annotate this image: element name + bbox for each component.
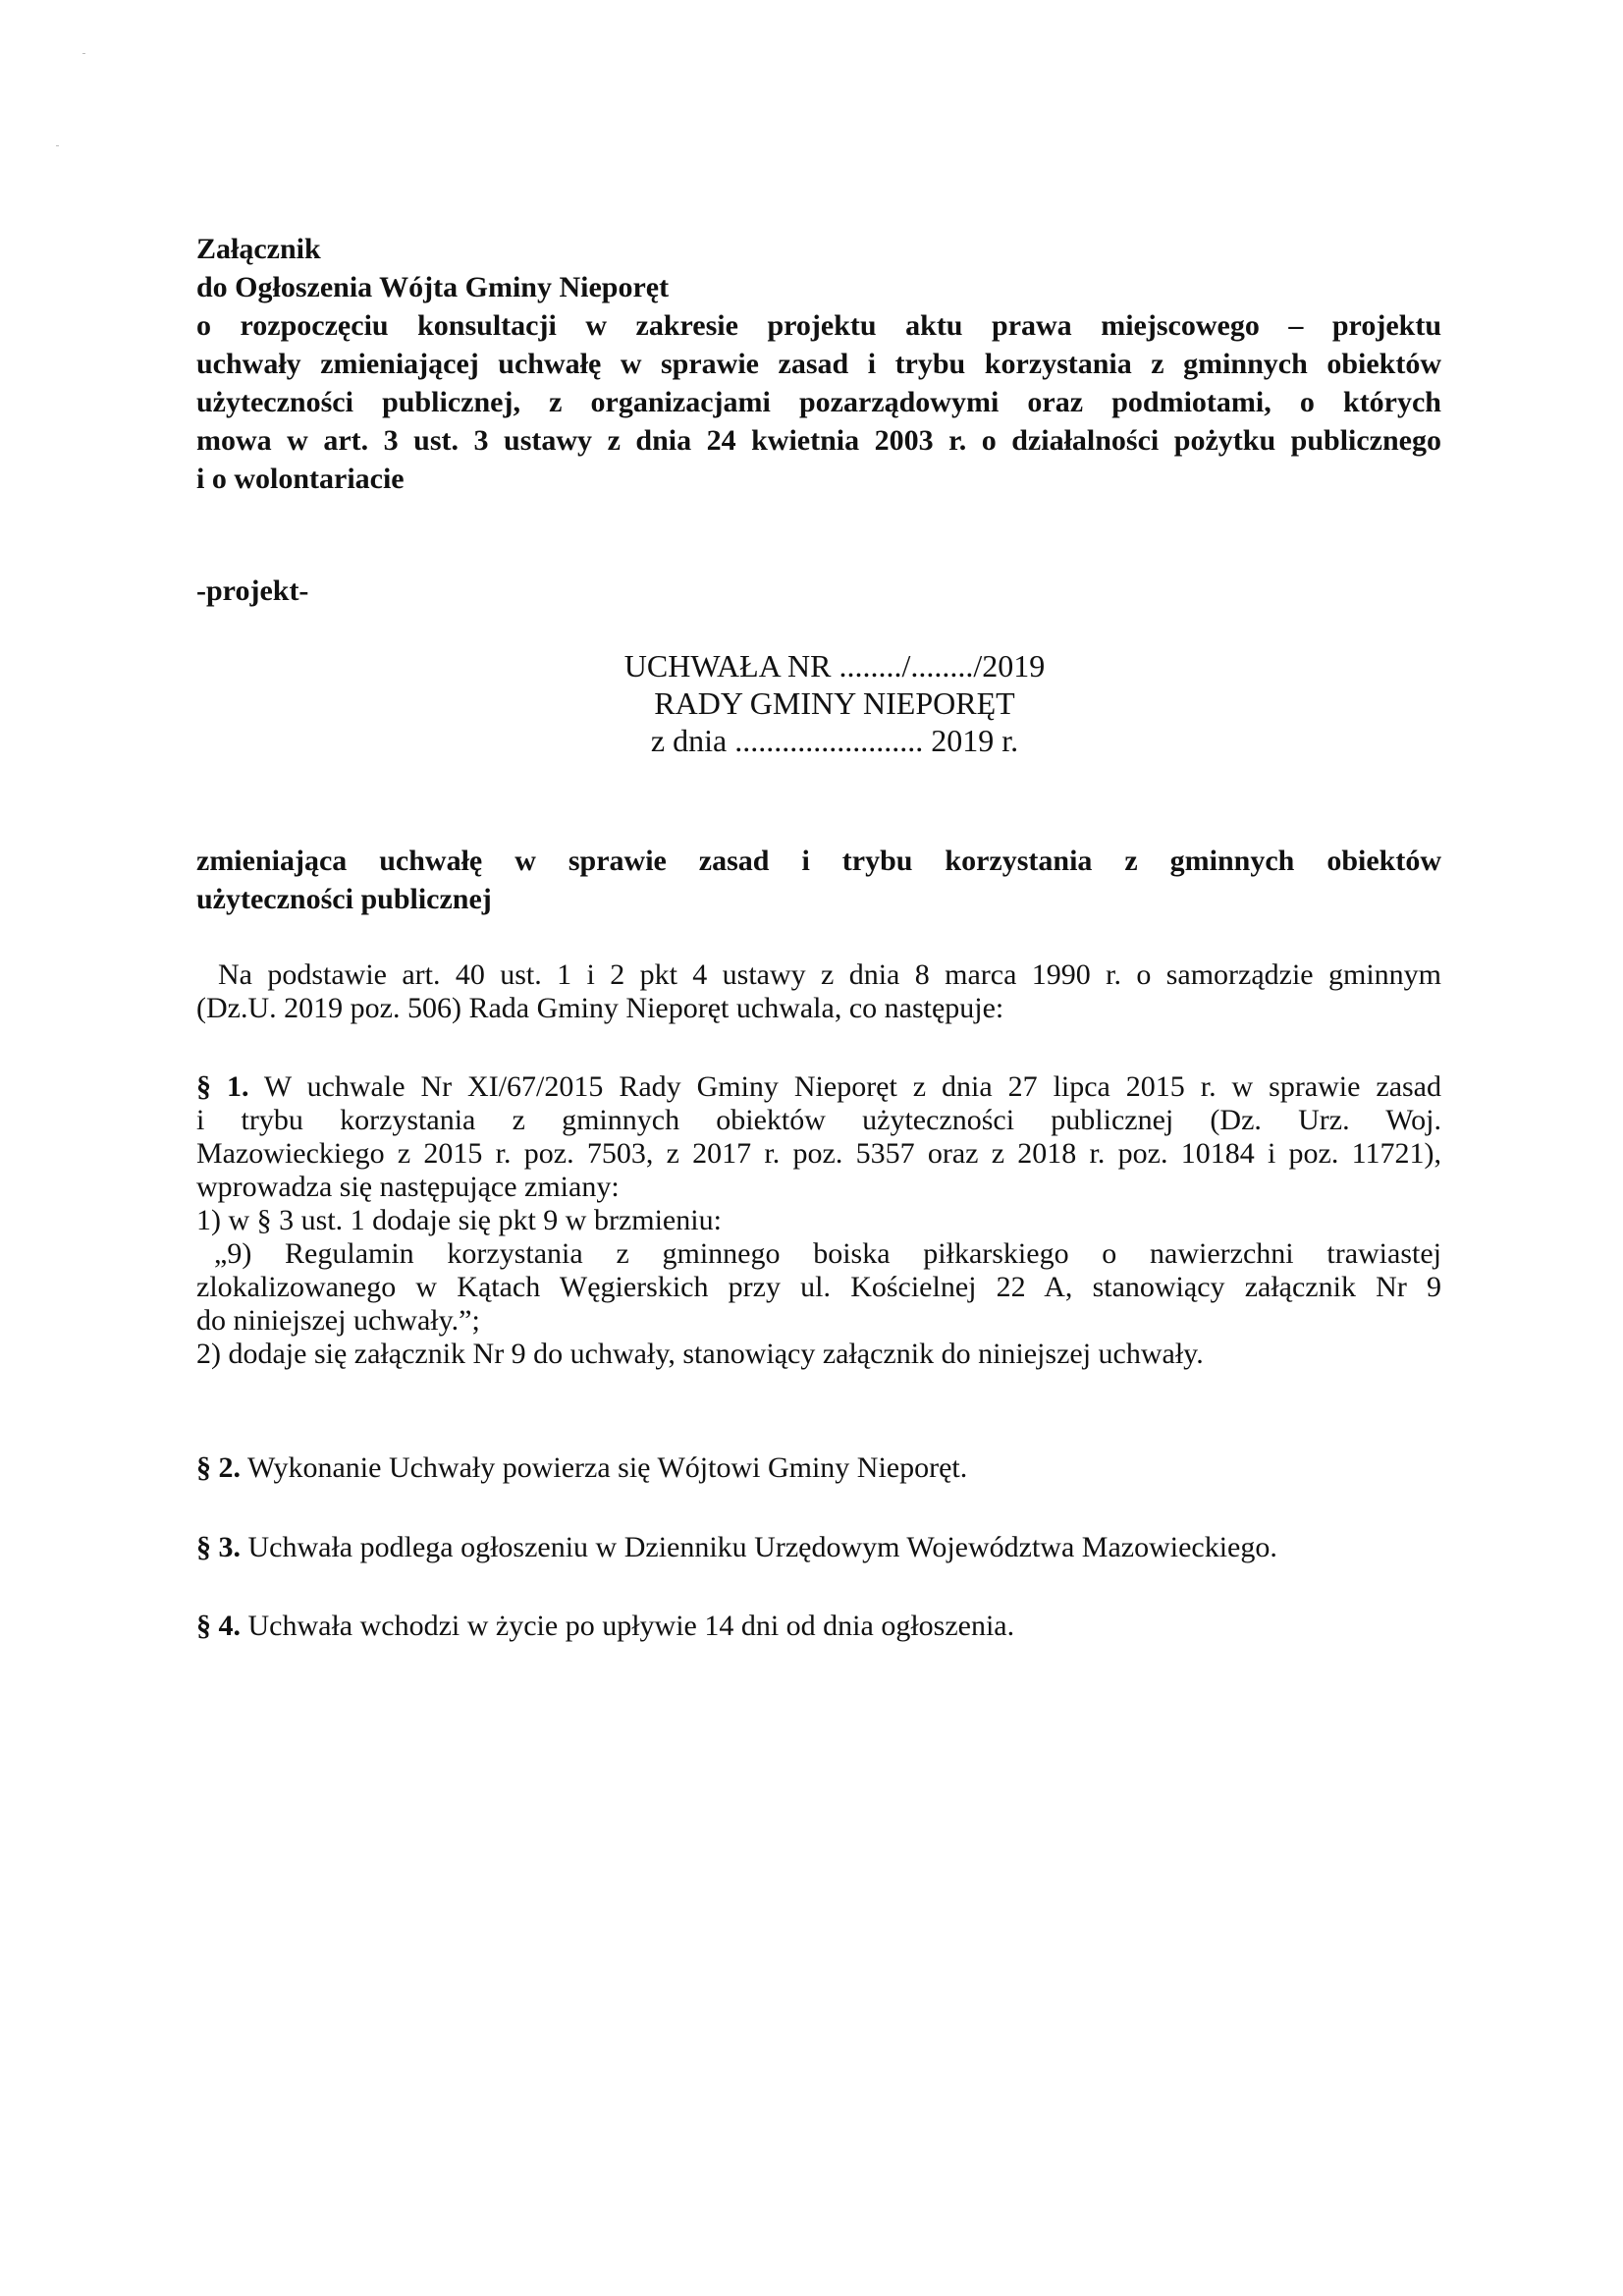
section-1-line: Mazowieckiego z 2015 r. poz. 7503, z 2017 r. poz. 5357 oraz z 2018 r. poz. 10184 i poz. 11721),: [196, 1137, 1441, 1170]
section-sign: § 4.: [196, 1610, 241, 1642]
section-4: [196, 1610, 1441, 1643]
resolution-date: z dnia ........................ 2019 r.: [650, 723, 1019, 758]
section-1-quote: do niniejszej uchwały.”;: [196, 1304, 480, 1337]
subject-line: zmieniająca uchwałę w sprawie zasad i trybu korzystania z gminnych obiektów: [196, 845, 1441, 877]
legal-basis: [196, 958, 1441, 1025]
section-sign: § 1.: [196, 1070, 249, 1103]
basis-line: Na podstawie art. 40 ust. 1 i 2 pkt 4 ustawy z dnia 8 marca 1990 r. o samorządzie gminnym: [218, 958, 1441, 991]
resolution-subject: [196, 842, 1441, 918]
section-1-quote: zlokalizowanego w Kątach Węgierskich przy ul. Kościelnej 22 A, stanowiący załącznik Nr 9: [196, 1271, 1441, 1303]
attachment-header: [196, 230, 1441, 498]
header-line: użyteczności publicznej, z organizacjami pozarządowymi oraz podmiotami, o których: [196, 386, 1441, 418]
draft-label: -projekt-: [196, 574, 309, 607]
header-line: i o wolontariacie: [196, 463, 405, 495]
section-1-line: i trybu korzystania z gminnych obiektów użyteczności publicznej (Dz. Urz. Woj.: [196, 1104, 1441, 1136]
section-2-text: Wykonanie Uchwały powierza się Wójtowi Gminy Nieporęt.: [241, 1451, 968, 1484]
section-2: [196, 1451, 1441, 1485]
section-1-item: 2) dodaje się załącznik Nr 9 do uchwały, stanowiący załącznik do niniejszej uchwały.: [196, 1338, 1204, 1370]
section-1-line: § 1. W uchwale Nr XI/67/2015 Rady Gminy Nieporęt z dnia 27 lipca 2015 r. w sprawie zasad: [196, 1070, 1441, 1103]
section-sign: § 3.: [196, 1531, 241, 1563]
section-1-quote: „9) Regulamin korzystania z gminnego boiska piłkarskiego o nawierzchni trawiastej: [214, 1237, 1441, 1270]
subject-line: użyteczności publicznej: [196, 883, 492, 915]
header-line: uchwały zmieniającej uchwałę w sprawie zasad i trybu korzystania z gminnych obiektów: [196, 348, 1441, 380]
council-name: RADY GMINY NIEPORĘT: [654, 685, 1015, 721]
basis-line: (Dz.U. 2019 poz. 506) Rada Gminy Nieporęt uchwala, co następuje:: [196, 992, 1004, 1024]
section-3: [196, 1531, 1441, 1564]
attachment-label: Załącznik: [196, 233, 321, 265]
resolution-title: [491, 647, 1178, 759]
section-sign: § 2.: [196, 1451, 241, 1484]
section-1: [196, 1070, 1441, 1371]
section-3-text: Uchwała podlega ogłoszeniu w Dzienniku Urzędowym Województwa Mazowieckiego.: [241, 1531, 1277, 1563]
scan-speck: [82, 53, 85, 54]
section-4-text: Uchwała wchodzi w życie po upływie 14 dni od dnia ogłoszenia.: [241, 1610, 1015, 1642]
header-line: o rozpoczęciu konsultacji w zakresie projektu aktu prawa miejscowego – projektu: [196, 309, 1441, 342]
scan-speck: [56, 145, 59, 146]
section-1-item: 1) w § 3 ust. 1 dodaje się pkt 9 w brzmieniu:: [196, 1204, 722, 1236]
header-line: mowa w art. 3 ust. 3 ustawy z dnia 24 kwietnia 2003 r. o działalności pożytku publicznego: [196, 424, 1441, 457]
section-1-line: wprowadza się następujące zmiany:: [196, 1171, 620, 1203]
resolution-number: UCHWAŁA NR ......../......../2019: [623, 648, 1046, 683]
header-line: do Ogłoszenia Wójta Gminy Nieporęt: [196, 271, 670, 303]
